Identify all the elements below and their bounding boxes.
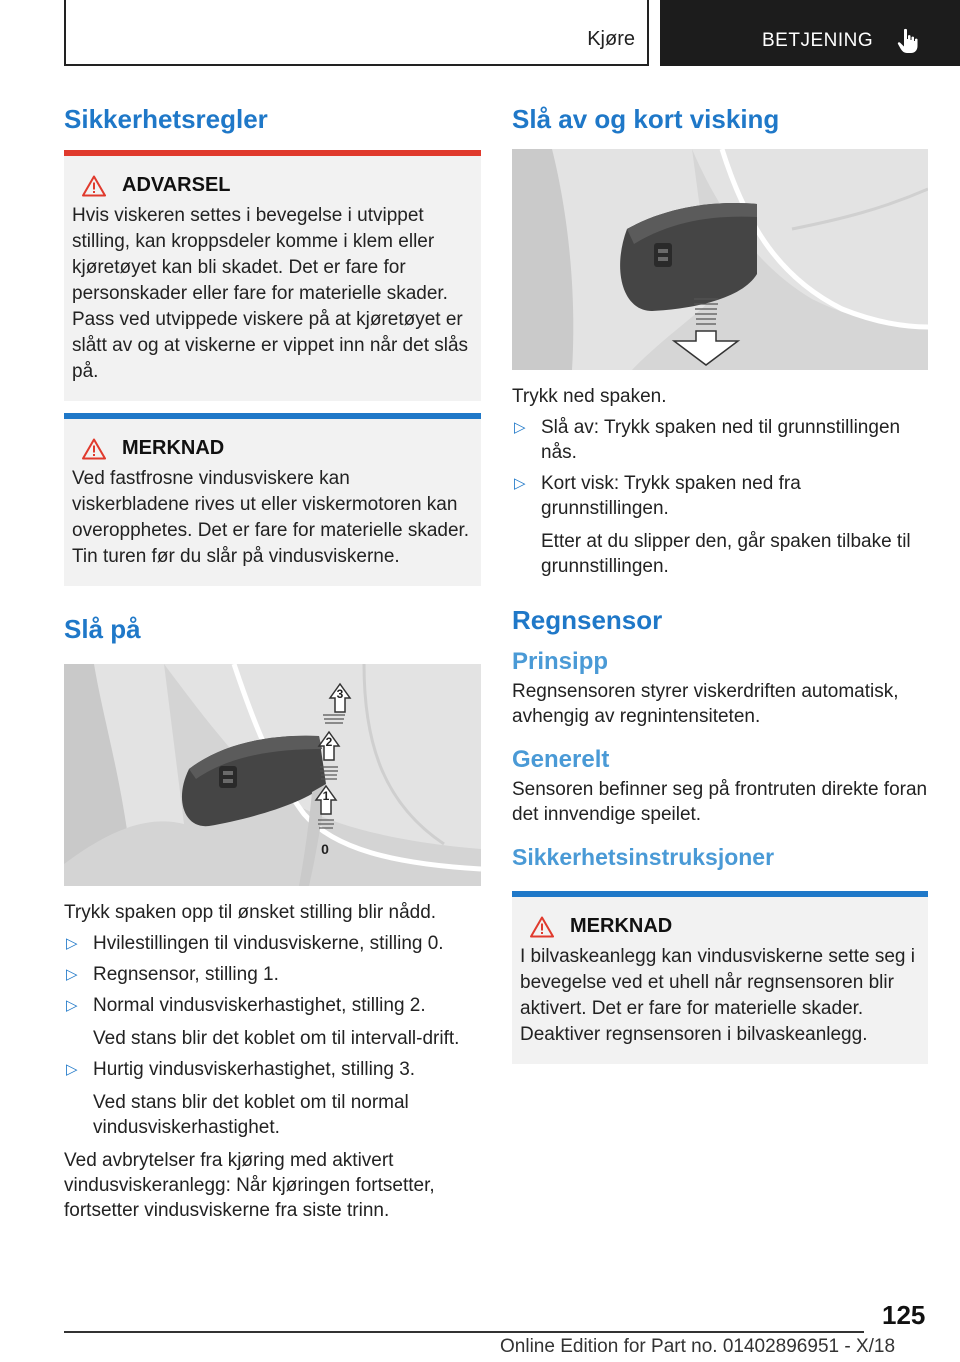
list-item — [512, 471, 928, 579]
switch-on-heading: Slå på — [64, 614, 141, 644]
list-item — [512, 415, 928, 465]
principle-heading: Prinsipp — [512, 648, 609, 675]
list-item-text: Kort visk: Trykk spaken ned fra grunnstillingen. — [541, 473, 801, 519]
chapter-title: BETJENING — [762, 30, 874, 51]
rain-sensor-note-box — [512, 891, 928, 1064]
interruption-note: Ved avbrytelser fra kjøring med aktivert vindusviskeranlegg: Når kjøringen fortsetter, fortsetter vindusviskerne fra siste trinn. — [64, 1150, 435, 1221]
position-label-1: 1 — [322, 789, 330, 803]
position-label-3: 3 — [336, 687, 344, 701]
warning-text: Hvis viskeren settes i bevegelse i utvippet stilling, kan kroppsdeler komme i klem eller kjøretøyet kan bli skadet. Det er fare for personskader eller fare for materielle skader. Pass ved utvippede viskere på at kjøretøyet er slått av og at viskerne er vippet inn når det slås på. — [72, 205, 469, 382]
list-item-extra: Ved stans blir det koblet om til intervall-drift. — [93, 1028, 460, 1049]
list-item — [64, 993, 481, 1051]
list-item-text: Regnsensor, stilling 1. — [93, 964, 279, 985]
general-heading: Generelt — [512, 746, 610, 773]
left-column — [64, 100, 481, 1223]
bullet-triangle-icon: ▷ — [514, 419, 526, 436]
bullet-triangle-icon: ▷ — [66, 997, 78, 1014]
warning-triangle-icon — [530, 916, 554, 938]
switch-off-list — [512, 415, 928, 579]
note-text: Ved fastfrosne vindusviskere kan viskerbladene rives ut eller viskermotoren kan overopphetes. Det er fare for materielle skader. Tin turen før du slår på vindusviskerne. — [72, 468, 470, 567]
right-column — [512, 100, 928, 1064]
wiper-positions-list — [64, 931, 481, 1140]
list-item-text: Slå av: Trykk spaken ned til grunnstillingen nås. — [541, 417, 901, 463]
principle-text: Regnsensoren styrer viskerdriften automatisk, avhengig av regnintensiteten. — [512, 681, 899, 727]
hand-pointer-icon — [897, 28, 919, 54]
list-item — [64, 931, 481, 956]
note-label: MERKNAD — [570, 915, 673, 937]
header-section-box — [64, 0, 649, 66]
page-number: 125 — [882, 1300, 926, 1330]
warning-triangle-icon — [82, 438, 106, 460]
edition-footer: Online Edition for Part no. 01402896951 - X/18 — [500, 1336, 896, 1357]
list-item — [64, 962, 481, 987]
position-label-2: 2 — [325, 735, 333, 749]
note-text: I bilvaskeanlegg kan vindusviskerne sette seg i bevegelse ved et uhell når regnsensoren blir aktivert. Det er fare for materielle skader. Deaktiver regnsensoren i bilvaskeanlegg. — [520, 946, 916, 1045]
header-chapter-tab — [660, 0, 960, 66]
list-item-text: Normal vindusviskerhastighet, stilling 2. — [93, 995, 426, 1016]
bullet-triangle-icon: ▷ — [66, 935, 78, 952]
switch-on-intro: Trykk spaken opp til ønsket stilling blir nådd. — [64, 902, 437, 923]
bullet-triangle-icon: ▷ — [66, 966, 78, 983]
warning-label: ADVARSEL — [122, 174, 231, 196]
safety-instructions-heading: Sikkerhetsinstruksjoner — [512, 844, 775, 870]
list-item-extra: Ved stans blir det koblet om til normal vindusviskerhastighet. — [93, 1092, 409, 1138]
footer-rule — [64, 1331, 864, 1333]
general-text: Sensoren befinner seg på frontruten direkte foran det innvendige speilet. — [512, 779, 928, 825]
section-title: Kjøre — [587, 28, 635, 50]
list-item-extra: Etter at du slipper den, går spaken tilbake til grunnstillingen. — [541, 531, 911, 577]
bullet-triangle-icon: ▷ — [514, 475, 526, 492]
note-box — [64, 413, 481, 586]
bullet-triangle-icon: ▷ — [66, 1061, 78, 1078]
switch-off-heading: Slå av og kort visking — [512, 104, 780, 134]
switch-off-intro: Trykk ned spaken. — [512, 386, 667, 407]
warning-triangle-icon — [82, 175, 106, 197]
safety-rules-heading: Sikkerhetsregler — [64, 104, 268, 134]
wiper-lever-positions-illustration — [64, 664, 481, 886]
list-item-text: Hvilestillingen til vindusviskerne, stilling 0. — [93, 933, 444, 954]
rain-sensor-heading: Regnsensor — [512, 605, 663, 635]
list-item-text: Hurtig vindusviskerhastighet, stilling 3. — [93, 1059, 416, 1080]
note-label: MERKNAD — [122, 437, 225, 459]
position-label-0: 0 — [321, 841, 329, 857]
warning-box — [64, 150, 481, 401]
wiper-lever-press-down-illustration — [512, 149, 928, 370]
list-item — [64, 1057, 481, 1140]
